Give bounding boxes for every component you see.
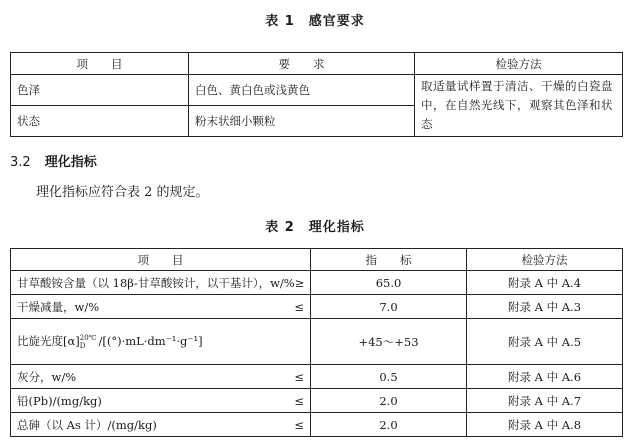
comparison-symbol: ≥ bbox=[294, 275, 305, 290]
table1-header-method: 检验方法 bbox=[415, 53, 623, 75]
item-label: 比旋光度[α] 20℃ D /[(°)·mL·dm⁻¹·g⁻¹] bbox=[17, 334, 203, 350]
table1-row-state-req: 粉末状细小颗粒 bbox=[189, 106, 415, 137]
comparison-symbol: ≤ bbox=[294, 299, 304, 314]
table2-row-content bbox=[11, 271, 311, 295]
table2-value: 2.0 bbox=[311, 413, 467, 437]
section-title: 理化指标 bbox=[44, 155, 97, 170]
table1-header-requirement: 要 求 bbox=[189, 53, 415, 75]
table1-caption: 表 1 感官要求 bbox=[265, 14, 365, 29]
item-label: 甘草酸铵含量（以 18β-甘草酸铵计，以干基计），w/% bbox=[17, 275, 295, 290]
comparison-symbol: ≤ bbox=[294, 369, 304, 384]
table2-caption: 表 2 理化指标 bbox=[265, 220, 365, 235]
item-label: 铅(Pb)/(mg/kg) bbox=[17, 393, 102, 408]
comparison-symbol: ≤ bbox=[294, 417, 304, 432]
table2-value: 65.0 bbox=[311, 271, 467, 295]
table2-value: +45～+53 bbox=[311, 319, 467, 365]
table2-row-lead bbox=[11, 389, 311, 413]
table2-row-arsenic bbox=[11, 413, 311, 437]
table2-value: 2.0 bbox=[311, 389, 467, 413]
table2-header-item: 项 目 bbox=[11, 249, 311, 271]
table1-header-item: 项 目 bbox=[11, 53, 189, 75]
item-label: 灰分，w/% bbox=[17, 369, 77, 384]
table2-header-method: 检验方法 bbox=[467, 249, 623, 271]
comparison-symbol: ≤ bbox=[294, 393, 304, 408]
table1-row-color-item: 色泽 bbox=[11, 75, 189, 106]
table1 bbox=[10, 52, 623, 137]
section-heading bbox=[10, 151, 97, 170]
table2-value: 7.0 bbox=[311, 295, 467, 319]
item-label: 干燥减量，w/% bbox=[17, 299, 100, 314]
table1-method-text: 取适量试样置于清洁、干燥的白瓷盘中，在自然光线下，观察其色泽和状态 bbox=[415, 75, 623, 137]
table2-value: 0.5 bbox=[311, 365, 467, 389]
table2-method: 附录 A 中 A.6 bbox=[467, 365, 623, 389]
table2-header-value: 指 标 bbox=[311, 249, 467, 271]
table2-method: 附录 A 中 A.3 bbox=[467, 295, 623, 319]
table2-method: 附录 A 中 A.7 bbox=[467, 389, 623, 413]
table2-method: 附录 A 中 A.4 bbox=[467, 271, 623, 295]
item-label: 总砷（以 As 计）/(mg/kg) bbox=[17, 417, 157, 432]
table2-method: 附录 A 中 A.5 bbox=[467, 319, 623, 365]
table1-row-color-req: 白色、黄白色或浅黄色 bbox=[189, 75, 415, 106]
section-number: 3.2 bbox=[10, 155, 31, 170]
body-paragraph: 理化指标应符合表 2 的规定。 bbox=[36, 185, 209, 200]
table1-row-state-item: 状态 bbox=[11, 106, 189, 137]
table2-row-drying-loss bbox=[11, 295, 311, 319]
table2-row-ash bbox=[11, 365, 311, 389]
table2 bbox=[10, 248, 623, 437]
table2-method: 附录 A 中 A.8 bbox=[467, 413, 623, 437]
table2-row-optical-rotation bbox=[11, 319, 311, 365]
